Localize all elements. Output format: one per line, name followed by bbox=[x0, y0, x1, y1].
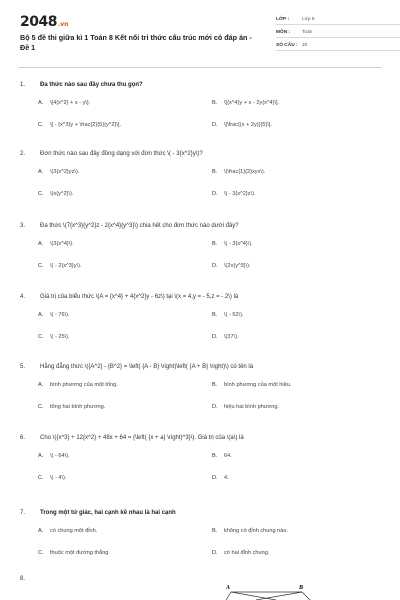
question-6 bbox=[20, 433, 380, 443]
option-letter: B. bbox=[212, 169, 218, 175]
meta-row-count: SỐ CÂU : 20 bbox=[276, 40, 400, 51]
option-text: có chung một đỉnh. bbox=[50, 528, 98, 534]
option-text: \( - 64\). bbox=[50, 453, 70, 459]
question-5 bbox=[20, 362, 380, 372]
option-text: có hai đỉnh chung. bbox=[224, 550, 270, 556]
document-header bbox=[20, 14, 380, 60]
question-text: Cho \({x^3} + 12{x^2} + 48x + 64 = {\left( {x + a} \right)^3}\). Giá trị của \(a\) là bbox=[40, 435, 244, 441]
option-letter: D. bbox=[212, 122, 218, 128]
question-5-option-b[interactable] bbox=[212, 382, 291, 388]
option-text: \( - 52\). bbox=[224, 312, 244, 318]
option-letter: A. bbox=[38, 528, 44, 534]
option-text: thuộc một đường thẳng. bbox=[50, 550, 110, 556]
question-4-option-c[interactable] bbox=[38, 334, 70, 340]
option-letter: D. bbox=[212, 475, 218, 481]
figure-label-a: A bbox=[226, 585, 231, 591]
question-2 bbox=[20, 149, 380, 159]
question-number: 4. bbox=[20, 294, 26, 300]
option-letter: D. bbox=[212, 334, 218, 340]
option-text: \[{x^4}y + x - 2y{x^4}\]. bbox=[224, 100, 280, 106]
question-5-option-a[interactable] bbox=[38, 382, 118, 388]
option-text: bình phương của một tổng. bbox=[50, 382, 118, 388]
option-letter: B. bbox=[212, 241, 218, 247]
option-text: \(37\). bbox=[224, 334, 239, 340]
question-3-option-d[interactable] bbox=[212, 263, 251, 269]
option-letter: C. bbox=[38, 263, 44, 269]
option-text: \[\frac{(x + 2y)}{5}\]. bbox=[224, 122, 273, 128]
question-1 bbox=[20, 80, 380, 90]
question-6-option-d[interactable] bbox=[212, 475, 229, 481]
option-letter: B. bbox=[212, 382, 218, 388]
question-7-option-b[interactable] bbox=[212, 528, 288, 534]
option-text: \( - 3{x^2}z\). bbox=[224, 191, 256, 197]
question-2-option-b[interactable] bbox=[212, 169, 265, 175]
meta-row-subject: MÔN : Toán bbox=[276, 27, 400, 38]
question-2-option-c[interactable] bbox=[38, 191, 73, 197]
option-letter: D. bbox=[212, 404, 218, 410]
document-title: Bộ 5 đề thi giữa kì 1 Toán 8 Kết nối tri thức cấu trúc mới có đáp án - Đề 1 bbox=[20, 33, 252, 52]
option-text: tổng hai bình phương. bbox=[50, 404, 106, 410]
question-text: Đơn thức nào sau đây đồng dạng với đơn thức \( - 3{x^2}y\)? bbox=[40, 151, 203, 157]
question-number: 3. bbox=[20, 223, 26, 229]
option-letter: A. bbox=[38, 312, 44, 318]
question-text: Giá trị của biểu thức \(A = {x^4} + 4{x^2}y - 6z\) tại \(x = 4,y = - 5,z = - 2\) là bbox=[40, 294, 239, 300]
option-text: \( - 25\). bbox=[50, 334, 70, 340]
question-7-option-c[interactable] bbox=[38, 550, 110, 556]
option-letter: B. bbox=[212, 453, 218, 459]
option-letter: D. bbox=[212, 263, 218, 269]
question-number: 1. bbox=[20, 82, 26, 88]
question-2-option-a[interactable] bbox=[38, 169, 79, 175]
option-text: hiệu hai bình phương. bbox=[224, 404, 280, 410]
option-letter: C. bbox=[38, 334, 44, 340]
question-1-option-b[interactable] bbox=[212, 100, 279, 106]
question-text: Đa thức nào sau đây chưa thu gọn? bbox=[40, 82, 143, 88]
question-6-option-c[interactable] bbox=[38, 475, 66, 481]
option-text: \(3{x^2}yz\). bbox=[50, 169, 80, 175]
option-letter: B. bbox=[212, 312, 218, 318]
option-text: bình phương của một hiệu. bbox=[224, 382, 292, 388]
question-text: Hằng đẳng thức \({A^2} - {B^2} = \left( {A - B} \right)\left( {A + B} \right)\) có tên là bbox=[40, 364, 254, 370]
question-4-option-d[interactable] bbox=[212, 334, 239, 340]
option-letter: A. bbox=[38, 241, 44, 247]
question-4-option-a[interactable] bbox=[38, 312, 70, 318]
option-text: \(\frac{1}{2}xyx\). bbox=[224, 169, 266, 175]
option-letter: A. bbox=[38, 169, 44, 175]
meta-row-class: LỚP : Lớp 8 bbox=[276, 14, 400, 25]
question-3-option-c[interactable] bbox=[38, 263, 82, 269]
option-text: \[4{x^2} + x - y\]. bbox=[50, 100, 91, 106]
question-4 bbox=[20, 292, 380, 302]
option-text: \[ - {x^3}y + \frac{2}{5}{y^2}\]. bbox=[50, 122, 122, 128]
option-letter: A. bbox=[38, 453, 44, 459]
option-text: \( - 4\). bbox=[50, 475, 67, 481]
document-meta bbox=[276, 14, 400, 53]
option-letter: A. bbox=[38, 100, 44, 106]
question-3-option-a[interactable] bbox=[38, 241, 74, 247]
question-6-option-a[interactable] bbox=[38, 453, 70, 459]
question-7-option-d[interactable] bbox=[212, 550, 269, 556]
option-text: \(3{x^4}\). bbox=[50, 241, 74, 247]
question-1-option-c[interactable] bbox=[38, 122, 121, 128]
question-3 bbox=[20, 221, 380, 231]
question-number: 7. bbox=[20, 510, 26, 516]
option-letter: D. bbox=[212, 191, 218, 197]
option-text: \(x{y^2}\). bbox=[50, 191, 74, 197]
question-1-option-a[interactable] bbox=[38, 100, 90, 106]
question-8 bbox=[20, 574, 380, 584]
question-7-option-a[interactable] bbox=[38, 528, 97, 534]
option-text: \( - 76\). bbox=[50, 312, 70, 318]
question-7 bbox=[20, 508, 380, 518]
question-text: Đa thức \(7{x^3}{y^2}z - 2{x^4}{y^3}\) chia hết cho đơn thức nào dưới đây? bbox=[40, 223, 239, 229]
option-text: \( - 3{x^4}\). bbox=[224, 241, 253, 247]
question-1-option-d[interactable] bbox=[212, 122, 272, 128]
option-letter: B. bbox=[212, 100, 218, 106]
option-text: \( - 2{x^3}y\). bbox=[50, 263, 82, 269]
option-text: \(2x{y^3}\). bbox=[224, 263, 251, 269]
quadrilateral-figure bbox=[226, 582, 316, 600]
option-letter: C. bbox=[38, 191, 44, 197]
option-letter: C. bbox=[38, 475, 44, 481]
option-letter: C. bbox=[38, 550, 44, 556]
option-letter: A. bbox=[38, 382, 44, 388]
header-divider bbox=[18, 67, 382, 68]
question-number: 8. bbox=[20, 576, 26, 582]
question-text: Trong một tứ giác, hai cạnh kề nhau là hai cạnh bbox=[40, 510, 176, 516]
question-6-option-b[interactable] bbox=[212, 453, 232, 459]
question-number: 2. bbox=[20, 151, 26, 157]
question-number: 6. bbox=[20, 435, 26, 441]
question-number: 5. bbox=[20, 364, 26, 370]
question-5-option-c[interactable] bbox=[38, 404, 105, 410]
question-2-option-d[interactable] bbox=[212, 191, 256, 197]
option-letter: D. bbox=[212, 550, 218, 556]
figure-label-b: B bbox=[299, 585, 304, 591]
option-letter: B. bbox=[212, 528, 218, 534]
site-logo[interactable]: 2048.vn bbox=[20, 14, 69, 30]
option-letter: C. bbox=[38, 122, 44, 128]
option-text: 64. bbox=[224, 453, 232, 459]
question-5-option-d[interactable] bbox=[212, 404, 279, 410]
option-letter: C. bbox=[38, 404, 44, 410]
question-4-option-b[interactable] bbox=[212, 312, 244, 318]
question-3-option-b[interactable] bbox=[212, 241, 253, 247]
option-text: không có đỉnh chung nào. bbox=[224, 528, 289, 534]
option-text: 4. bbox=[224, 475, 229, 481]
